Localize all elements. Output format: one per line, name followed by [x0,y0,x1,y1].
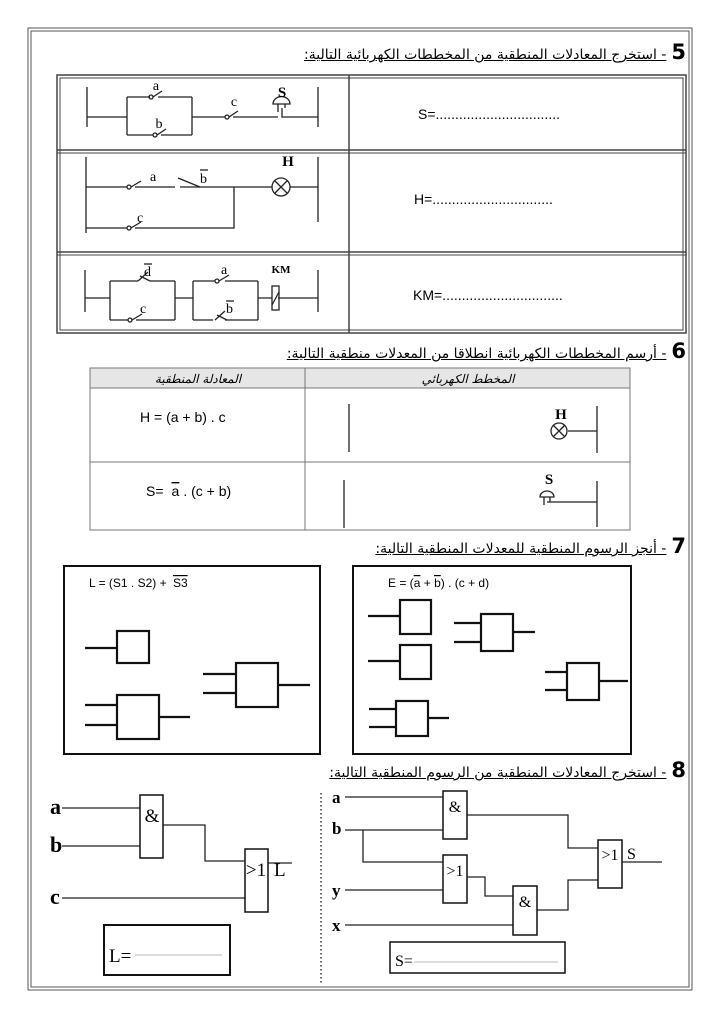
and-gate-label: & [144,806,160,827]
q6-number: 6 [671,339,686,363]
q7-number: 7 [671,534,686,558]
answer-s-label: S= [395,953,413,970]
q5-title: - استخرج المعادلات المنطقية من المخططات الكهربائية التالية: [304,47,667,63]
q7-title: - أنجز الرسوم المنطقية للمعدلات المنطقية التالية: [375,541,667,557]
output-l: L [274,860,286,881]
contact-d-bar-label: d [144,265,151,280]
q7-right-gates [368,600,628,736]
input-x: x [332,916,341,935]
circuit-h [86,154,318,233]
q6-table [90,368,630,530]
q8-left-circuit [50,794,292,912]
header-diagram: المخطط الكهربائي [421,372,515,386]
contact-b-bar-label: b [200,172,207,187]
eq-e-abar: a [413,576,421,590]
eq-e [388,576,489,590]
circuit-km [85,263,318,322]
coil-km-label: KM [271,264,291,276]
q7-heading [373,534,686,558]
and-gate-2-label: & [518,894,532,911]
answer-h: H=............................... [414,191,553,207]
q5-table [57,75,686,333]
circuit-s [87,79,318,137]
lamp-h-label: H [282,154,294,170]
output-s: S [627,846,636,863]
q5-heading [302,40,686,64]
contact-a-label: a [221,263,228,278]
buzzer-s-label: S [277,85,287,101]
answer-km: KM=............................... [413,287,563,303]
buzzer-s-label: S [544,472,554,488]
eq-e-main: E = ( [388,576,414,590]
q6-heading [285,339,686,363]
answer-s-box[interactable] [390,942,565,973]
answer-s: S=................................ [418,106,560,122]
eq-e-rest: ) . (c + d) [440,576,490,590]
input-a: a [332,788,341,807]
input-b: b [332,819,342,838]
contact-a-label: a [150,170,157,185]
eq-e-plus: + [420,576,435,590]
input-a: a [50,794,61,819]
q8-title: - استخرج المعادلات المنطقية من الرسوم المنطقية التالية: [329,765,667,781]
header-equation: المعادلة المنطقية [154,372,242,386]
input-b: b [50,832,63,857]
eq-s-abar: a [171,483,180,499]
eq-s-prefix: S= [146,483,164,499]
eq-l-s3bar: S3 [172,576,188,590]
eq-l [89,576,188,590]
answer-l-label: L= [109,946,132,967]
q8-right-circuit [332,788,662,935]
eq-s [146,483,231,499]
or-gate-1-label: >1 [446,863,464,880]
contact-a-label: a [152,79,160,94]
page-border-inner [31,31,689,987]
contact-b-bar-label: b [226,302,233,317]
q5-number: 5 [671,40,686,64]
q8-number: 8 [671,758,686,782]
q6-title: - أرسم المخططات الكهربائية انطلاقا من المعدلات منطقية التالية: [286,346,667,362]
contact-c-label: c [230,95,238,110]
contact-b-label: b [155,117,163,132]
eq-e-bbar: b [434,576,441,590]
q8-heading [327,758,686,782]
q7-left-gates [85,631,310,739]
q6-diagram-s [344,472,597,528]
eq-l-main: L = (S1 . S2) + [89,576,170,590]
contact-c-label: c [137,211,144,226]
contact-c-label: c [140,302,147,317]
input-y: y [332,881,341,900]
eq-h: H = (a + b) . c [140,409,226,425]
input-c: c [50,884,60,909]
eq-s-rest: . (c + b) [183,483,232,499]
or-gate-2-label: >1 [601,847,619,864]
or-gate-label: >1 [245,860,267,881]
and-gate-1-label: & [448,799,462,816]
lamp-h-label: H [555,407,567,423]
q6-diagram-h [349,404,597,453]
